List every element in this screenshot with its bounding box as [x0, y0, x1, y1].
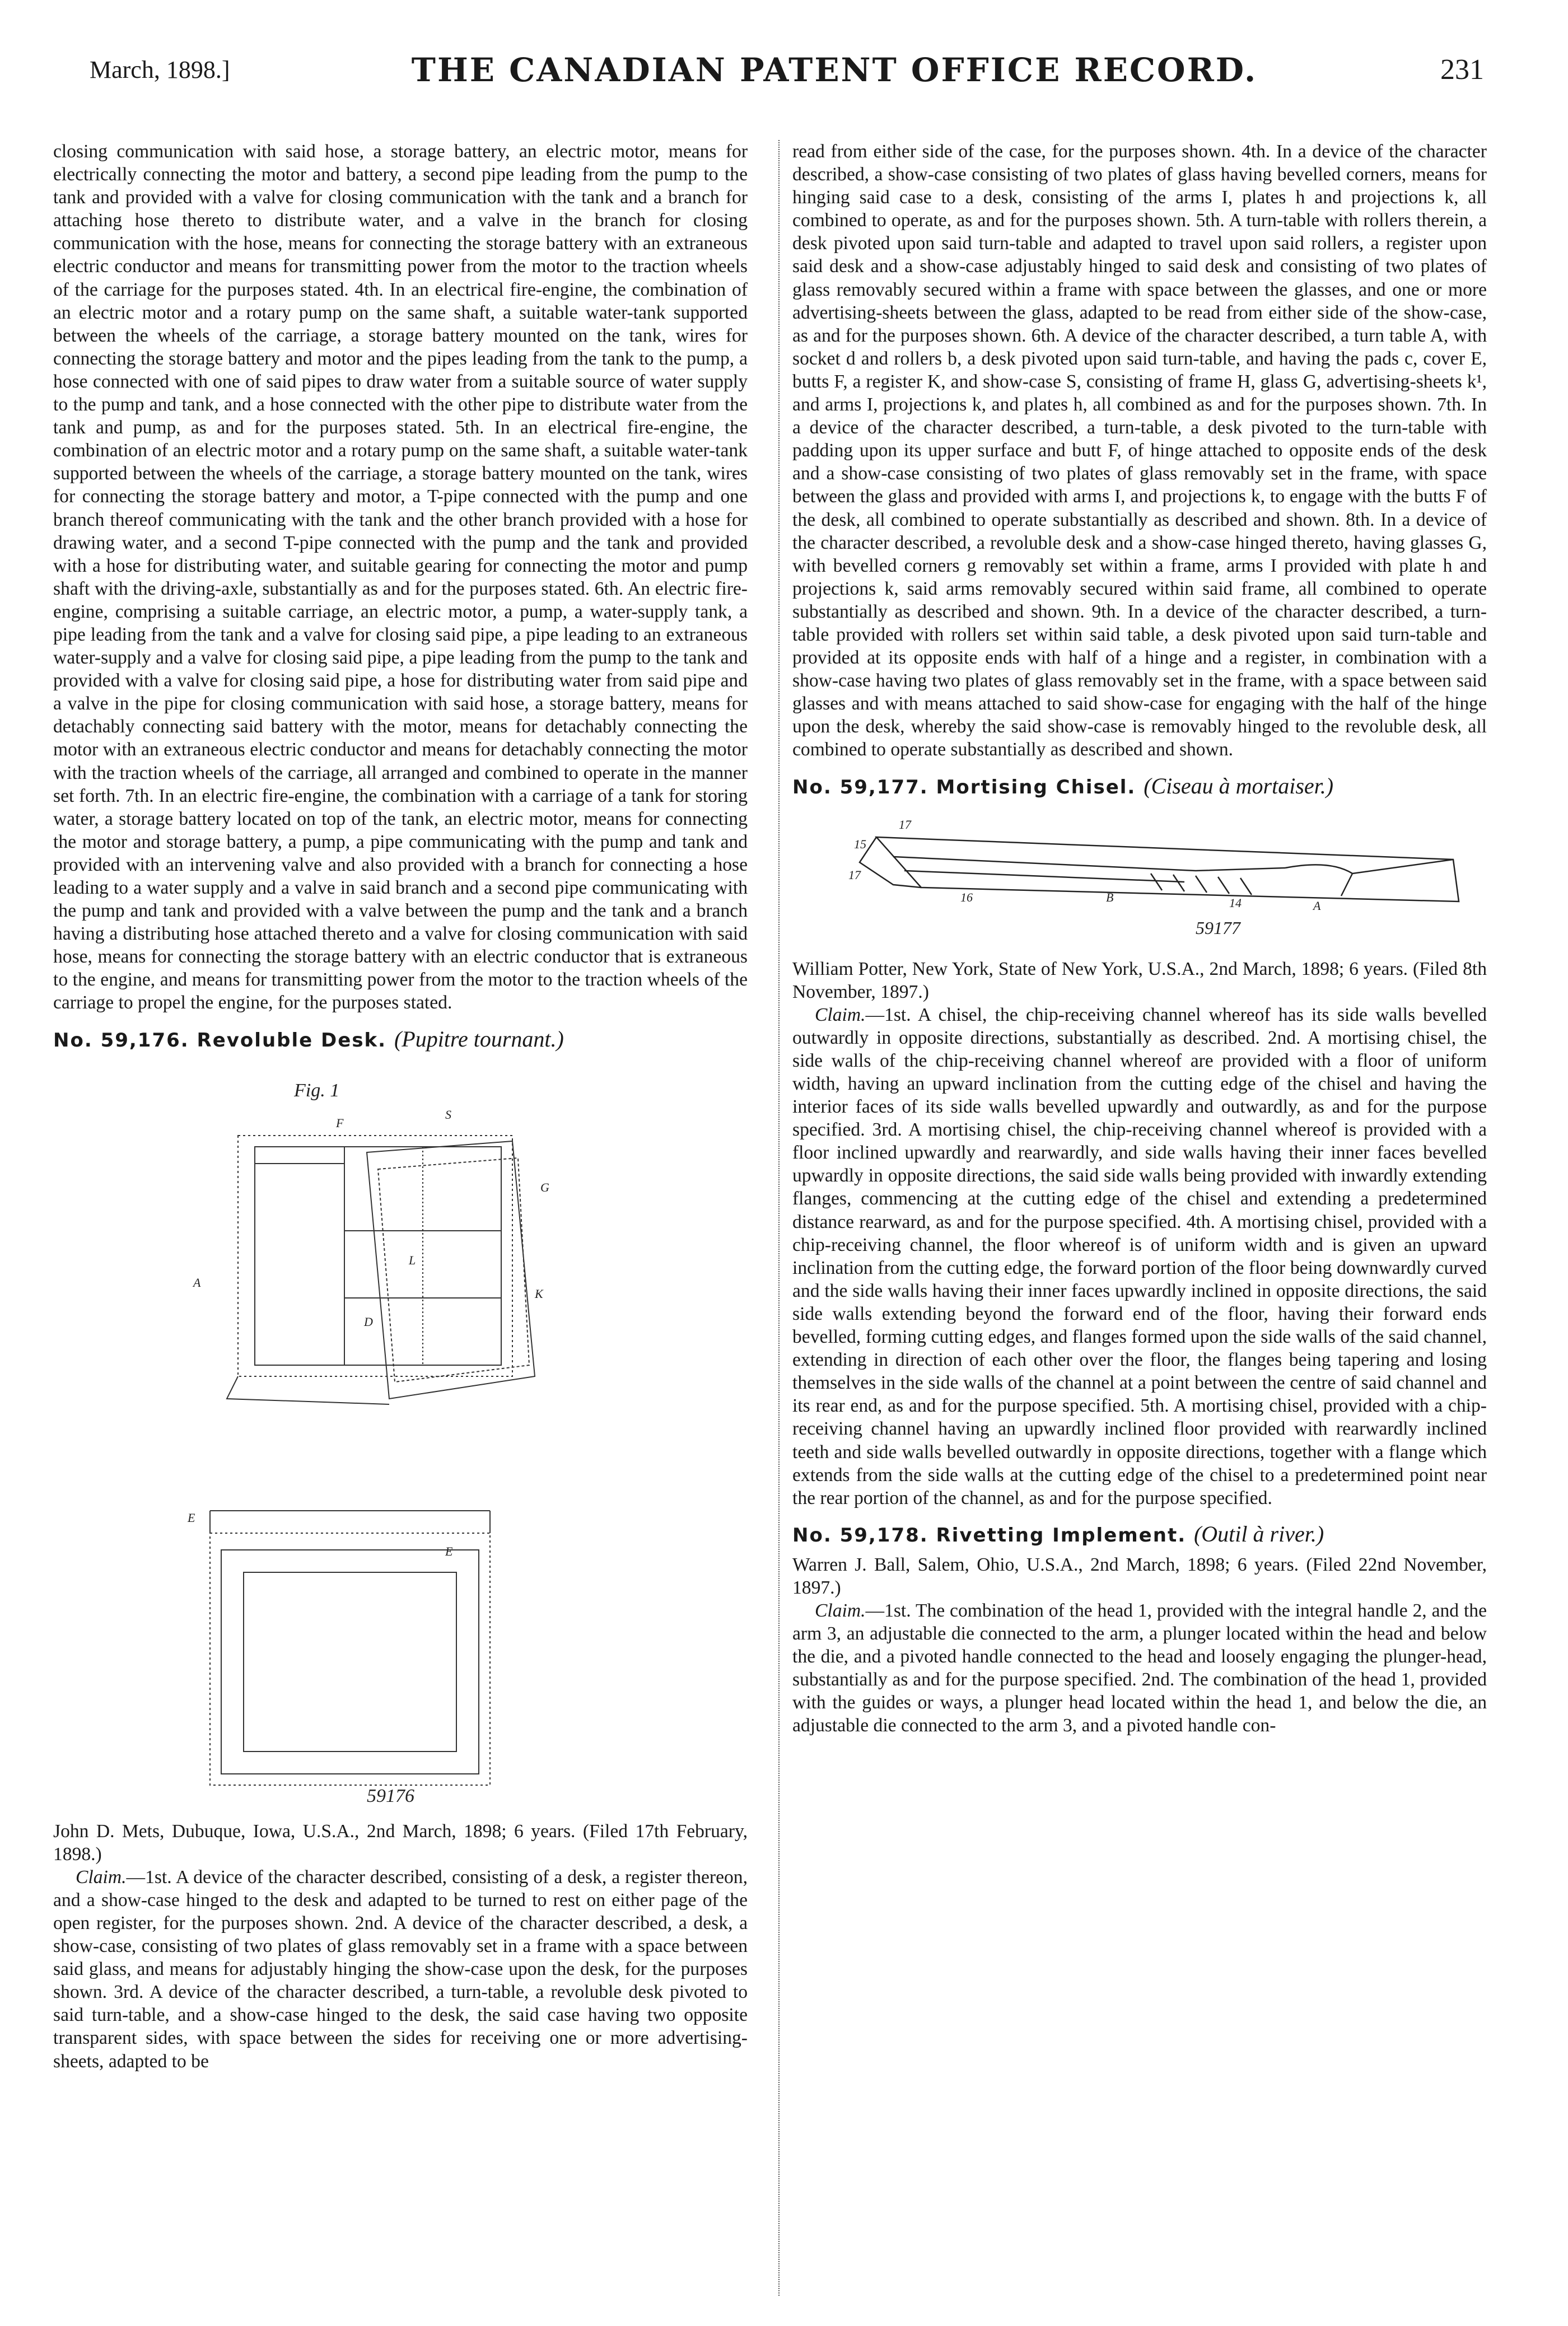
patent-number: No. 59,176.: [53, 1029, 189, 1052]
patent-number: No. 59,177.: [792, 776, 928, 798]
continued-claim-text: closing communication with said hose, a storage battery, an electric motor, means for electrically connecting the motor and battery, a second pipe leading from the pump to the tank and provided with a valve for closing communication with the tank and a branch for attaching hose thereto to distribute water, and a valve in the branch for closing communication with the hose, means for connecting the storage battery with an extraneous electric conductor and means for transmitting power from the motor to the traction wheels of the carriage for the purposes stated. 4th. In an electrical fire-engine, the combination of an electric motor and a rotary pump on the same shaft, a suitable water-tank supported between the wheels of the carriage, a storage battery mounted on the tank, wires for connecting the storage battery and motor and the pipes leading from the tank to the pump, a hose connected with one of said pipes to draw water from a suitable source of water supply to the pump and tank, and a hose connected with the other pipe to distribute water from the tank and pump, as and for the purposes stated. 5th. In an electrical fire-engine, the combination of an electric motor and a rotary pump on the same shaft, a suitable water-tank supported between the wheels of the carriage, a storage battery mounted on the tank, wires for connecting the storage battery and motor, a T-pipe connected with the pump and one branch thereof communicating with the tank and the other branch provided with a hose for drawing water, and a second T-pipe connected with the pump and the tank and provided with a hose for distributing water, and suitable gearing for connecting the motor and pump shaft with the driving-axle, substantially as and for the purposes stated. 6th. An electric fire-engine, comprising a suitable carriage, an electric motor, a pump, a water-supply tank, a pipe leading from the tank and a valve for closing said pipe, a pipe leading to an extraneous water-supply and a valve for closing said pipe, a pipe leading from the pump to the tank and provided with a valve for closing said pipe, a hose for distributing water from said pipe and a valve in the pipe for closing communication with said hose, a storage battery, means for detachably connecting said battery with the motor, means for detachably connecting the motor with an extraneous electric conductor and means for detachably connecting the motor with the traction wheels of the carriage, all arranged and combined to operate in the manner set forth. 7th. In an electric fire-engine, the combination with a carriage of a tank for storing water, a storage battery located on top of the tank, an electric motor, means for connecting the motor and storage battery, a pump, a pipe communicating with the pump and tank and provided with an intervening valve and also provided with a branch for connecting a hose leading to a water supply and a valve in said branch and a second pipe communicating with the pump and tank and provided with a valve between the pump and the tank and a branch having a distributing hose attached thereto and a valve for closing communication with said hose, means for connecting the storage battery with an electric conductor that is extraneous to the engine, and means for transmitting power from the motor to the traction wheels of the carriage to propel the engine, for the purposes stated.: [53, 141, 748, 1013]
svg-text:G: G: [540, 1180, 549, 1194]
svg-text:A: A: [1313, 898, 1321, 913]
patent-french-title: (Outil à river.): [1193, 1521, 1324, 1547]
figure-label: Fig. 1: [294, 1080, 340, 1101]
patent-entry-heading: [792, 1522, 1487, 1548]
svg-text:E: E: [188, 1510, 195, 1525]
svg-text:S: S: [445, 1107, 451, 1122]
header-title: THE CANADIAN PATENT OFFICE RECORD.: [411, 51, 1258, 89]
figure-number: 59176: [367, 1785, 414, 1806]
right-column: [792, 140, 1487, 1738]
inventor-line: John D. Mets, Dubuque, Iowa, U.S.A., 2nd March, 1898; 6 years. (Filed 17th February, 1898.): [53, 1820, 748, 1865]
claim-text: —1st. A device of the character described, consisting of a desk, a register thereon, and a show-case hinged to the desk and adapted to be turned to rest on either page of the open register, for the purposes shown. 2nd. A device of the character described, a desk, a show-case, consisting of two plates of glass removably set in a frame with a space between said glass, and means for adjustably hinging the show-case upon the desk, for the purposes shown. 3rd. A device of the character described, a turn-table, a revoluble desk pivoted to said turn-table, and a show-case hinged to the desk, the said case having two opposite transparent sides, with space between the sides for receiving one or more advertising-sheets, adapted to be: [53, 1866, 748, 2072]
claim-block: [792, 1003, 1487, 1510]
figure-number: 59177: [1196, 917, 1240, 938]
claim-block: [792, 1599, 1487, 1738]
svg-text:B: B: [1106, 890, 1114, 904]
revoluble-desk-drawing: [53, 1063, 748, 1807]
inventor-line: William Potter, New York, State of New York, U.S.A., 2nd March, 1898; 6 years. (Filed 8th November, 1897.): [792, 958, 1487, 1002]
svg-text:L: L: [409, 1253, 416, 1267]
svg-text:D: D: [364, 1314, 373, 1329]
column-divider: [778, 140, 780, 2296]
claim-block: [53, 1866, 748, 2073]
left-column: [53, 140, 748, 2073]
svg-text:E: E: [445, 1544, 453, 1558]
claim-label: Claim.: [76, 1866, 127, 1888]
claim-label: Claim.: [815, 1600, 866, 1621]
claim-text: —1st. A chisel, the chip-receiving channel whereof has its side walls bevelled outwardly in opposite directions, substantially as described. 2nd. A mortising chisel, the side walls of the chip-receiving channel whereof are provided with a floor of uniform width, having an upward inclination from the cutting edge of the chisel and having the interior faces of its side walls bevelled upwardly and outwardly, as and for the purpose specified. 3rd. A mortising chisel, the chip-receiving channel whereof is provided with a floor inclined upwardly and rearwardly, and side walls having their inner faces bevelled upwardly in opposite directions, the said side walls being provided with inwardly extending flanges, commencing at the cutting edge of the chisel and extending a predetermined distance rearward, as and for the purpose specified. 4th. A mortising chisel, provided with a chip-receiving channel, the floor whereof is of uniform width and is given an upward inclination from the cutting edge, the forward portion of the floor being downwardly curved and the side walls having their inner faces upwardly inclined in opposite directions, the said side walls extending beyond the forward end of the floor, having their forward ends bevelled, forming cutting edges, and flanges formed upon the side walls of the said channel, extending in direction of each other over the floor, the flanges being tapering and losing themselves in the side walls of the channel at a point between the centre of said channel and its rear end, as and for the purpose specified. 5th. A mortising chisel, provided with a chip-receiving channel having an upwardly inclined floor provided with rearwardly inclined teeth and side walls bevelled outwardly in opposite directions, together with a flange which extends from the side walls at the cutting edge of the chisel to a predetermined point near the rear portion of the channel, as and for the purpose specified.: [792, 1004, 1487, 1508]
patent-french-title: (Ciseau à mortaiser.): [1144, 773, 1334, 798]
continued-claim-text: read from either side of the case, for the purposes shown. 4th. In a device of the character described, a show-case consisting of two plates of glass having bevelled corners, means for hinging said case to a desk, consisting of the arms I, plates h and projections k, all combined to operate, as and for the purposes shown. 5th. A turn-table with rollers therein, a desk pivoted upon said turn-table and adapted to travel upon said rollers, a register upon said desk and a show-case adjustably hinged to said desk and consisting of two plates of glass removably secured within a frame with space between the glasses, and one or more advertising-sheets between the glass, adapted to be read from either side of the show-case, as and for the purposes shown. 6th. A device of the character described, a turn table A, with socket d and rollers b, a desk pivoted upon said turn-table, and having the pads c, cover E, butts F, a register K, and show-case S, consisting of frame H, glass G, advertising-sheets k¹, and arms I, projections k, and plates h, all combined as and for the purposes shown. 7th. In a device of the character described, a turn-table, a desk pivoted to the turn-table with padding upon its upper surface and butt F, of hinge attached to opposite ends of the desk and a show-case consisting of two plates of glass removably set in the frame, with space between the glass and provided with arms I, and projections k, to engage with the butts F of the desk, all combined to operate substantially as described and shown. 8th. In a device of the character described, a revoluble desk and a show-case hinged thereto, having glasses G, with bevelled corners g removably set within a frame, arms I provided with plate h and projections k, said arms removably secured within said frame, all combined to operate substantially as described and shown. 9th. In a device of the character described, a turn-table provided with rollers set within said table, a desk pivoted upon said turn-table and provided at its opposite ends with half of a hinge and a register, in combination with a show-case having two plates of glass removably set in the frame, with a space between said glasses and with means attached to said show-case for engaging with the half of the hinge upon the desk, whereby the said show-case is removably hinged to the revoluble desk, all combined to operate substantially as described and shown.: [792, 141, 1487, 760]
svg-text:17: 17: [848, 867, 861, 882]
svg-text:K: K: [535, 1286, 543, 1301]
patent-entry-heading: [53, 1027, 748, 1053]
patent-number: No. 59,178.: [792, 1524, 928, 1547]
svg-text:16: 16: [960, 890, 973, 904]
inventor-line: Warren J. Ball, Salem, Ohio, U.S.A., 2nd March, 1898; 6 years. (Filed 22nd November, 1897.): [792, 1554, 1487, 1598]
desk-drawing-svg: [53, 1063, 748, 1807]
svg-text:F: F: [336, 1115, 344, 1130]
mortising-chisel-drawing: [792, 806, 1487, 941]
svg-text:17: 17: [899, 817, 911, 832]
patent-title: Rivetting Implement.: [936, 1524, 1187, 1547]
patent-entry-heading: [792, 774, 1487, 800]
patent-title: Mortising Chisel.: [936, 776, 1136, 798]
header-date: March, 1898.]: [90, 56, 230, 83]
page-number: 231: [1440, 54, 1484, 86]
svg-text:A: A: [193, 1275, 201, 1290]
chisel-drawing-svg: [792, 806, 1487, 941]
patent-title: Revoluble Desk.: [197, 1029, 387, 1052]
patent-french-title: (Pupitre tournant.): [394, 1026, 564, 1052]
claim-text: —1st. The combination of the head 1, provided with the integral handle 2, and the arm 3, an adjustable die connected to the arm, a plunger located within the head and below the die, and a pivoted handle connected to the head and loosely engaging the plunger-head, substantially as and for the purpose specified. 2nd. The combination of the head 1, provided with the guides or ways, a plunger head located within the head 1, and below the die, an adjustable die connected to the arm 3, and a pivoted handle con-: [792, 1600, 1487, 1736]
claim-label: Claim.: [815, 1004, 866, 1025]
svg-text:14: 14: [1229, 895, 1242, 910]
svg-text:15: 15: [854, 837, 866, 851]
